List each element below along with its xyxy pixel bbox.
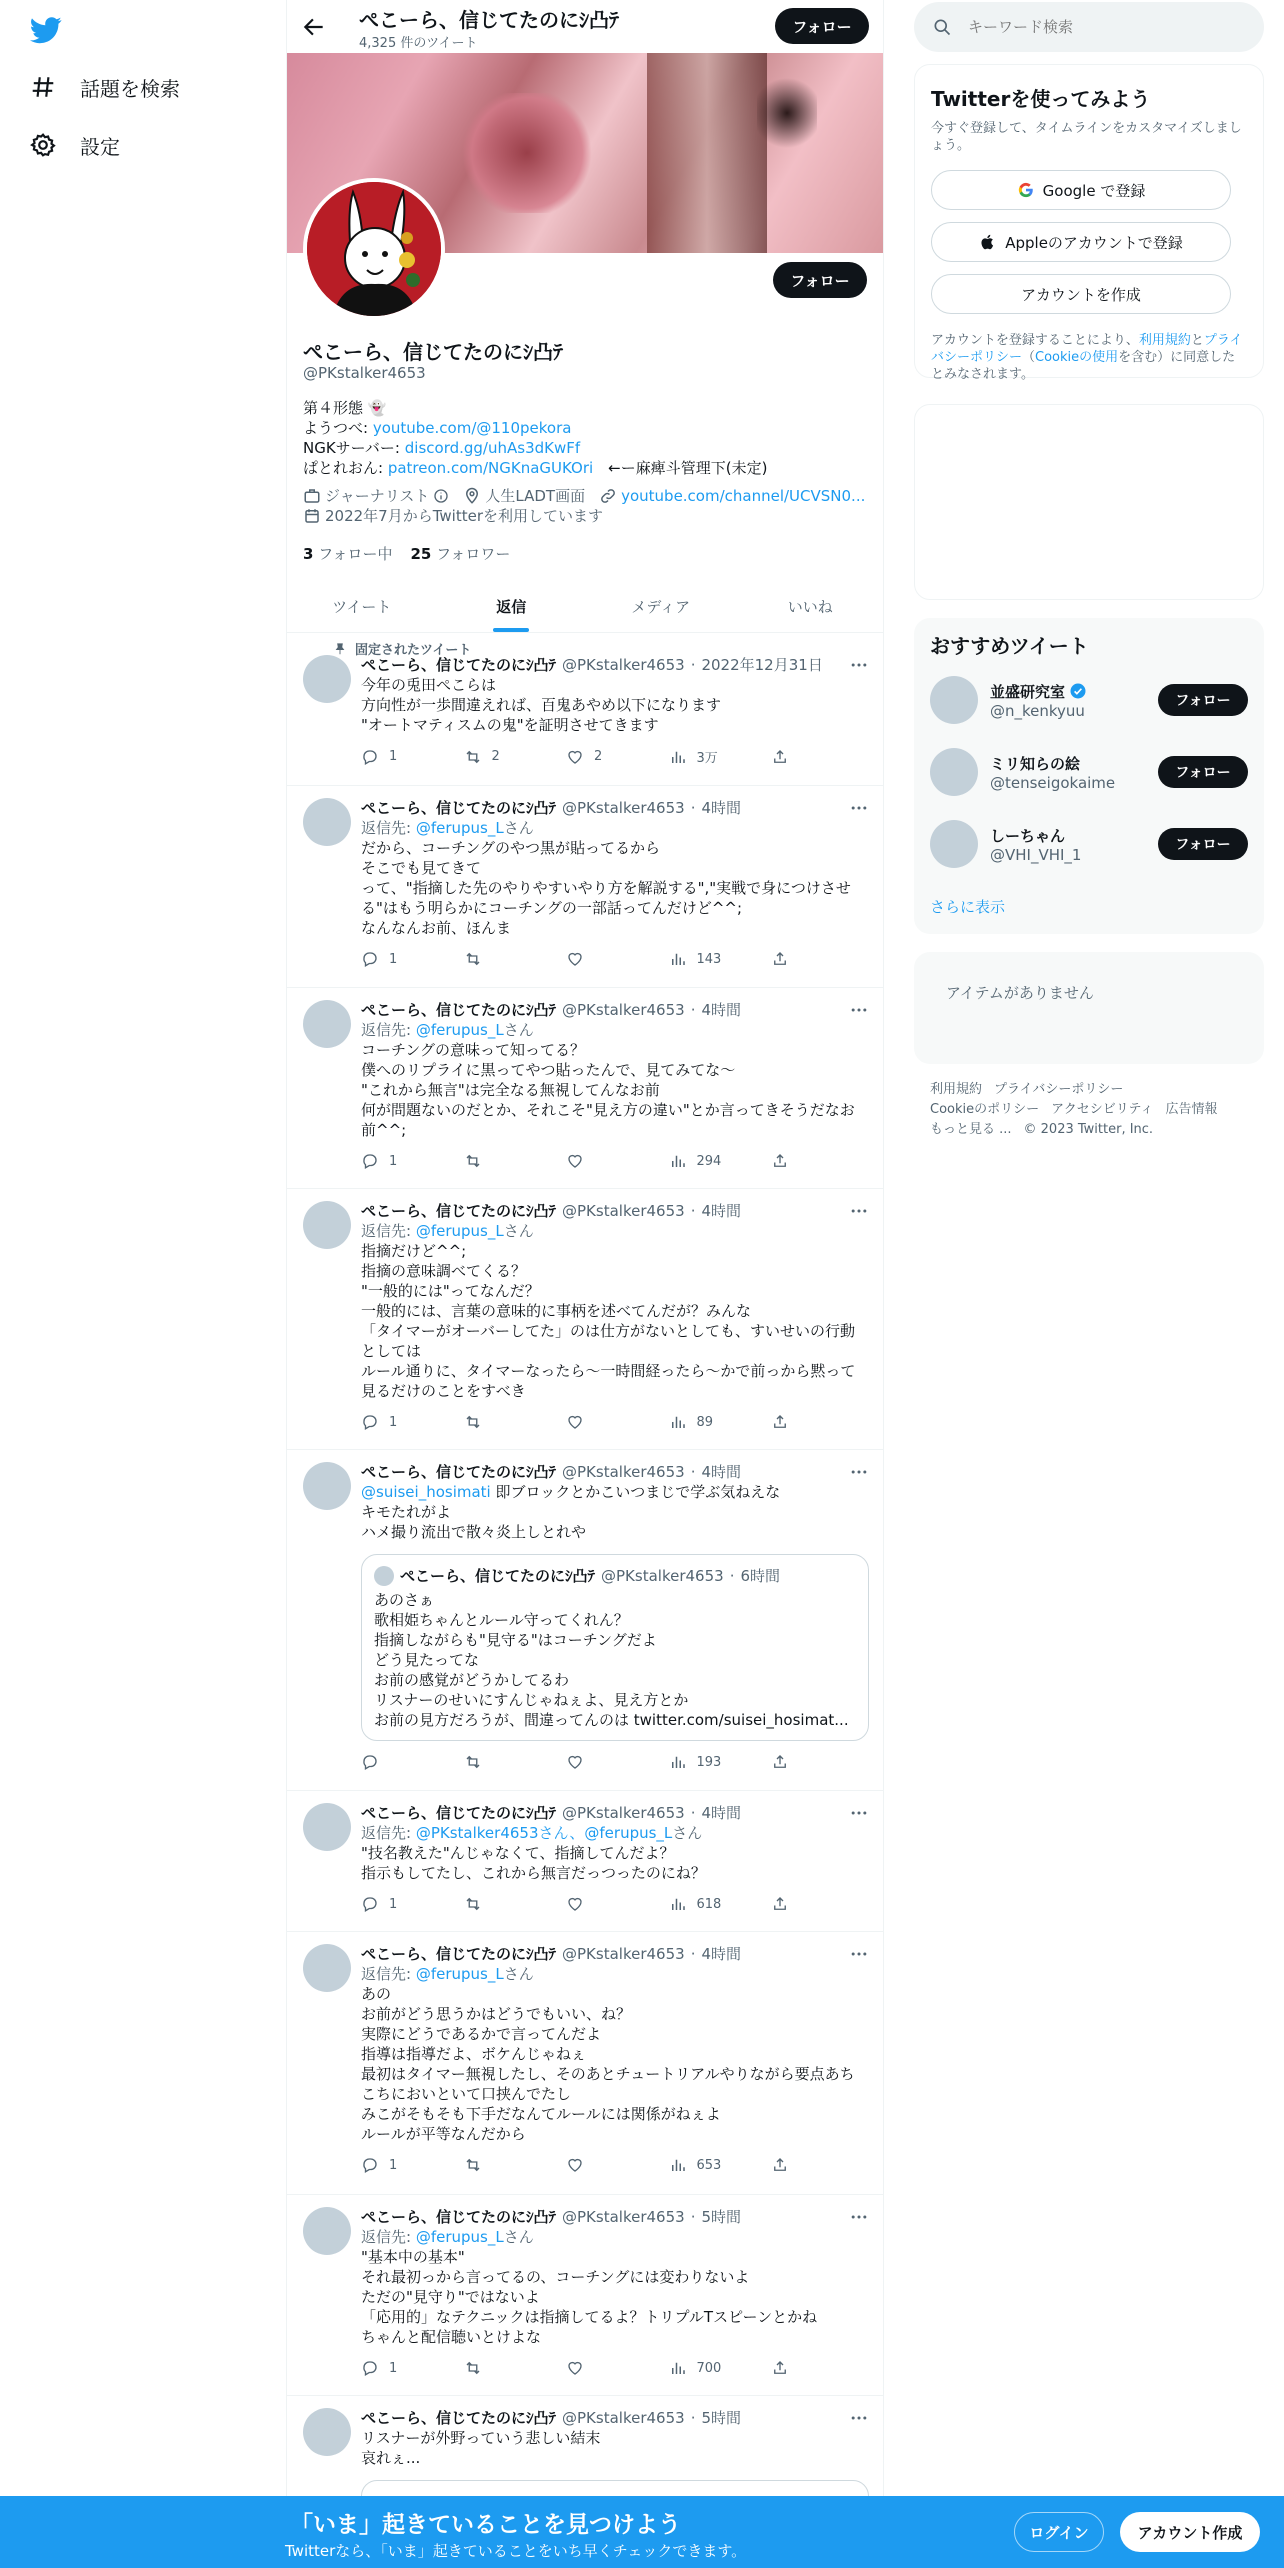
tweet-time[interactable]: 4時間 — [701, 1463, 742, 1481]
tweet-actions — [361, 1413, 791, 1431]
search-icon — [932, 17, 952, 37]
share-button[interactable] — [771, 1152, 791, 1170]
avatar[interactable] — [930, 748, 978, 796]
reply-icon — [361, 1753, 379, 1771]
recommended-user-name: しーちゃん — [990, 826, 1066, 845]
twitter-bird-icon[interactable] — [30, 14, 62, 46]
tweet[interactable] — [287, 988, 884, 1189]
retweet-icon — [464, 2359, 482, 2377]
tweet-actions — [361, 1753, 791, 1771]
search-input[interactable] — [968, 18, 1228, 36]
tweet-author-name[interactable]: ぺこーら、信じてたのにｼ凸ﾃ — [361, 2409, 557, 2427]
heart-icon — [566, 748, 584, 766]
recommended-user-handle: @VHI_VHI_1 — [990, 845, 1082, 864]
profile-header-bar — [287, 0, 884, 53]
tweet-header: ぺこーら、信じてたのにｼ凸ﾃ @PKstalker4653 · 4時間 — [361, 1001, 742, 1019]
trends-placeholder — [914, 404, 1264, 600]
tweet-time[interactable]: 4時間 — [701, 1804, 742, 1822]
tweet-author-handle[interactable]: @PKstalker4653 — [562, 2409, 685, 2427]
pinned-label: 固定されたツイート — [333, 639, 471, 658]
profile-name: ぺこーら、信じてたのにｼ凸ﾃ — [303, 340, 563, 364]
nav-explore[interactable] — [30, 67, 180, 107]
bio-line-4: ぱとれおん: patreon.com/NGKnaGUKOri ←ー麻痺斗管理下(未定) — [303, 459, 768, 477]
retweet-icon — [464, 950, 482, 968]
reply-icon — [361, 1413, 379, 1431]
tweet-header: ぺこーら、信じてたのにｼ凸ﾃ @PKstalker4653 · 2022年12月31日 — [361, 656, 823, 674]
retweet-button[interactable] — [464, 2359, 524, 2377]
avatar[interactable] — [303, 798, 351, 846]
tweet-actions — [361, 2359, 791, 2377]
views-chart-icon — [669, 950, 687, 968]
like-button[interactable] — [566, 950, 626, 968]
tweet-text: "基本中の基本" それ最初っから言ってるの、コーチングには変わりないよ ただの"見守り"ではないよ 「応用的」なテクニックは指摘してるよ？トリプルTスピーンとかね ちゃんと配信聴いとけよな — [361, 2248, 818, 2346]
calendar-icon — [303, 507, 321, 525]
quote-text: あのさぁ 歌相姫ちゃんとルール守ってくれん？ 指摘しながらも"見守る"はコーチングだよ どう見たってな お前の感覚がどうかしてるわ リスナーのせいにすんじゃねぇよ、見え方とか お前の見方だろうが、間違ってんのは twitter.com/suisei_hosimat... — [374, 1591, 849, 1729]
recommended-user-name: 並盛研究室 — [990, 682, 1066, 701]
heart-icon — [566, 1753, 584, 1771]
reply-to-link[interactable]: @ferupus_L — [415, 819, 504, 837]
bio-patreon-link[interactable]: patreon.com/NGKnaGUKOri — [387, 459, 594, 477]
views-button[interactable]: 294 — [669, 1152, 729, 1170]
tweet-header: ぺこーら、信じてたのにｼ凸ﾃ @PKstalker4653 · 4時間 — [361, 1945, 742, 1963]
hashtag-icon — [30, 74, 56, 100]
header-tweet-count: 4,325 件のツイート — [359, 36, 478, 51]
tweet-time[interactable]: 4時間 — [701, 1945, 742, 1963]
create-account-button[interactable]: アカウントを作成 — [931, 274, 1231, 314]
tweet-time[interactable]: 4時間 — [701, 1001, 742, 1019]
views-button[interactable]: 193 — [669, 1753, 729, 1771]
share-button[interactable] — [771, 1413, 791, 1431]
retweet-icon — [464, 1152, 482, 1170]
signup-card — [914, 64, 1264, 382]
retweet-icon — [464, 1413, 482, 1431]
back-arrow-icon[interactable] — [301, 14, 327, 40]
info-icon[interactable] — [433, 488, 449, 504]
recommended-user-handle: @n_kenkyuu — [990, 701, 1085, 720]
profile-url[interactable]: youtube.com/channel/UCVSN0... — [599, 486, 865, 506]
tweet-text: だから、コーチングのやつ黒が貼ってるから そこでも見てきて って、"指摘した先のやりやすいやり方を解説する","実戦で身につけさせる"はもう明らかにコーチングの一部話ってんだけど^^; なんなんお前、ほんま — [361, 839, 851, 937]
tweet-header: ぺこーら、信じてたのにｼ凸ﾃ @PKstalker4653 · 5時間 — [361, 2409, 742, 2427]
share-icon — [771, 1152, 789, 1170]
following-link[interactable]: 3 フォロー中 — [303, 545, 393, 563]
tweet-author-name[interactable]: ぺこーら、信じてたのにｼ凸ﾃ — [361, 1945, 557, 1963]
profile-meta — [303, 486, 873, 526]
tweet-actions — [361, 1895, 791, 1913]
bottom-signup-bar — [0, 2496, 1284, 2568]
profile-follow-button[interactable]: フォロー — [773, 262, 867, 298]
recommended-user-name: ミリ知らの絵 — [990, 754, 1081, 773]
heart-icon — [566, 2359, 584, 2377]
reply-icon — [361, 1152, 379, 1170]
tweet[interactable] — [287, 633, 884, 786]
tweet-author-handle[interactable]: @PKstalker4653 — [562, 2208, 685, 2226]
reply-icon — [361, 950, 379, 968]
tweet-author-name[interactable]: ぺこーら、信じてたのにｼ凸ﾃ — [361, 799, 557, 817]
heart-icon — [566, 1895, 584, 1913]
reply-icon — [361, 748, 379, 766]
tweet-author-name[interactable]: ぺこーら、信じてたのにｼ凸ﾃ — [361, 656, 557, 674]
views-chart-icon — [669, 1753, 687, 1771]
share-button[interactable] — [771, 1895, 791, 1913]
footer-copyright: © 2023 Twitter, Inc. — [1023, 1122, 1154, 1137]
retweet-icon — [464, 748, 482, 766]
recommended-user[interactable] — [930, 814, 1248, 874]
tweet-actions — [361, 1152, 791, 1170]
tweet-author-handle[interactable]: @PKstalker4653 — [562, 656, 685, 674]
reply-to-link[interactable]: @ferupus_L — [415, 1222, 504, 1240]
profile-avatar[interactable] — [303, 178, 445, 320]
views-button[interactable]: 653 — [669, 2156, 729, 2174]
reply-button[interactable]: 1 — [361, 2156, 421, 2174]
pin-icon — [333, 642, 347, 656]
tweet[interactable] — [287, 786, 884, 988]
tweet-text: @suisei_hosimati 即ブロックとかこいつまじで学ぶ気ねえな キモたれがよ ハメ撮り流出で散々炎上しとれや — [361, 1483, 781, 1541]
tweet[interactable] — [287, 1791, 884, 1932]
recommended-title: おすすめツイート — [930, 634, 1089, 658]
tweet[interactable] — [287, 1450, 884, 1791]
google-signup-button[interactable]: Google で登録 — [931, 170, 1231, 210]
share-icon — [771, 2359, 789, 2377]
tab-replies[interactable]: 返信 — [437, 580, 587, 632]
tweet-text: "技名教えた"んじゃなくて、指摘してんだよ？ 指示もしてたし、これから無言だっつったのにね？ — [361, 1844, 706, 1882]
reply-button[interactable]: 1 — [361, 747, 421, 766]
share-button[interactable] — [771, 2156, 791, 2174]
views-button[interactable]: 143 — [669, 950, 729, 968]
bio-line-2: ようつべ: youtube.com/@110pekora — [303, 419, 572, 437]
retweet-icon — [464, 2156, 482, 2174]
reply-to: 返信先: @ferupus_Lさん — [361, 1965, 534, 1983]
avatar[interactable] — [303, 1803, 351, 1851]
views-button[interactable]: 3万 — [669, 747, 729, 766]
mention-link[interactable]: @suisei_hosimati — [361, 1483, 491, 1501]
avatar[interactable] — [303, 2207, 351, 2255]
tweet-actions — [361, 950, 791, 968]
bio-discord-link[interactable]: discord.gg/uhAs3dKwFf — [404, 439, 581, 457]
tweet-header: ぺこーら、信じてたのにｼ凸ﾃ @PKstalker4653 · 4時間 — [361, 1202, 742, 1220]
google-icon — [1017, 181, 1035, 199]
signup-subtitle: 今すぐ登録して、タイムラインをカスタマイズしましょう。 — [931, 121, 1242, 153]
reply-icon — [361, 2156, 379, 2174]
profile-location: 人生LADT画面 — [463, 486, 585, 506]
footer-ads[interactable]: 広告情報 — [1165, 1102, 1218, 1117]
reply-to-link[interactable]: @ferupus_L — [415, 1021, 504, 1039]
recommended-user[interactable] — [930, 742, 1248, 802]
follow-stats — [303, 543, 510, 564]
followers-link[interactable]: 25 フォロワー — [410, 545, 511, 563]
share-icon — [771, 2156, 789, 2174]
reply-to-link[interactable]: @ferupus_L — [415, 1965, 504, 1983]
apple-signup-button[interactable]: Appleのアカウントで登録 — [931, 222, 1231, 262]
footer-accessibility[interactable]: アクセシビリティ — [1051, 1102, 1154, 1117]
bio-line-1: 第４形態 👻 — [303, 399, 387, 417]
tweet-time[interactable]: 2022年12月31日 — [701, 656, 823, 674]
avatar[interactable] — [303, 655, 351, 703]
nav-explore-label: 話題を検索 — [80, 76, 180, 101]
briefcase-icon — [303, 487, 321, 505]
recommended-follow-button[interactable]: フォロー — [1158, 828, 1248, 860]
like-button[interactable] — [566, 2156, 626, 2174]
profile-joined: 2022年7月からTwitterを利用しています — [303, 506, 603, 526]
tab-tweets[interactable]: ツイート — [332, 597, 392, 616]
tweet-author-handle[interactable]: @PKstalker4653 — [562, 1001, 685, 1019]
tweet-text: あの お前がどう思うかはどうでもいい、ね？ 実際にどうであるかで言ってんだよ 指導は指導だよ、ボケんじゃねぇ 最初はタイマー無視したし、そのあとチュートリアルやりながら要点あちこちにおいといて口挟んでたし みこがそもそも下手だなんてルールには関係がねぇよ ルールが平等なんだから — [361, 1985, 855, 2143]
verified-badge-icon — [1069, 682, 1087, 700]
tab-media[interactable]: メディア — [631, 597, 691, 616]
footer-more[interactable]: もっと見る ... — [930, 1122, 1012, 1137]
retweet-icon — [464, 1753, 482, 1771]
tweet-header: ぺこーら、信じてたのにｼ凸ﾃ @PKstalker4653 · 4時間 — [361, 1804, 742, 1822]
header-name: ぺこーら、信じてたのにｼ凸ﾃ — [359, 8, 619, 32]
nav-settings[interactable] — [30, 125, 120, 165]
avatar[interactable] — [303, 1201, 351, 1249]
bio-line-3: NGKサーバー: discord.gg/uhAs3dKwFf — [303, 439, 581, 457]
views-button[interactable]: 89 — [669, 1413, 729, 1431]
search-box[interactable] — [914, 2, 1264, 52]
reply-to: 返信先: @ferupus_Lさん — [361, 2228, 534, 2246]
retweet-button[interactable] — [464, 1753, 524, 1771]
views-chart-icon — [669, 1413, 687, 1431]
reply-to: 返信先: @ferupus_Lさん — [361, 819, 534, 837]
recommended-user[interactable] — [930, 670, 1248, 730]
views-chart-icon — [669, 748, 687, 766]
tweet-header: ぺこーら、信じてたのにｼ凸ﾃ @PKstalker4653 · 5時間 — [361, 2208, 742, 2226]
reply-to: 返信先: @ferupus_Lさん — [361, 1222, 534, 1240]
reply-button[interactable]: 1 — [361, 2359, 421, 2377]
tweet-author-handle[interactable]: @PKstalker4653 — [562, 799, 685, 817]
avatar[interactable] — [930, 676, 978, 724]
tweet-text: リスナーが外野っていう悲しい結末 哀れぇ... — [361, 2429, 601, 2467]
tweet-header: ぺこーら、信じてたのにｼ凸ﾃ @PKstalker4653 · 4時間 — [361, 1463, 742, 1481]
terms-link[interactable]: 利用規約 — [1138, 333, 1191, 348]
bio-youtube-link[interactable]: youtube.com/@110pekora — [372, 419, 572, 437]
heart-icon — [566, 1152, 584, 1170]
views-chart-icon — [669, 2359, 687, 2377]
profile-tabs — [287, 580, 884, 633]
signup-button[interactable]: アカウント作成 — [1120, 2512, 1260, 2552]
avatar[interactable] — [930, 820, 978, 868]
avatar[interactable] — [303, 1944, 351, 1992]
tweet[interactable] — [287, 2195, 884, 2396]
avatar[interactable] — [303, 1000, 351, 1048]
retweet-button[interactable]: 2 — [464, 747, 524, 766]
footer-privacy[interactable]: プライバシーポリシー — [994, 1082, 1124, 1097]
retweet-button[interactable] — [464, 1152, 524, 1170]
reply-icon — [361, 1895, 379, 1913]
tweet-actions — [361, 747, 791, 766]
show-more-link[interactable]: さらに表示 — [930, 898, 1006, 916]
reply-to: 返信先: @PKstalker4653さん、@ferupus_Lさん — [361, 1824, 703, 1842]
bottom-title: 「いま」起きていることを見つけよう — [290, 2512, 681, 2538]
gear-icon — [30, 132, 56, 158]
avatar[interactable] — [303, 2408, 351, 2456]
reply-to: 返信先: @ferupus_Lさん — [361, 1021, 534, 1039]
privacy-link[interactable]: プライバシーポリシー — [931, 333, 1243, 365]
location-pin-icon — [463, 487, 481, 505]
login-button[interactable]: ログイン — [1014, 2512, 1104, 2552]
tweet-actions — [361, 2156, 791, 2174]
tweet-author-handle[interactable]: @PKstalker4653 — [562, 1463, 685, 1481]
bottom-subtitle: Twitterなら、「いま」起きていることをいち早くチェックできます。 — [285, 2542, 747, 2560]
nav-settings-label: 設定 — [80, 134, 120, 159]
share-icon — [771, 1895, 789, 1913]
like-button[interactable] — [566, 2359, 626, 2377]
views-button[interactable]: 618 — [669, 1895, 729, 1913]
share-button[interactable] — [771, 2359, 791, 2377]
heart-icon — [566, 1413, 584, 1431]
retweet-icon — [464, 1895, 482, 1913]
heart-icon — [566, 2156, 584, 2174]
share-icon — [771, 950, 789, 968]
tweet-author-name[interactable]: ぺこーら、信じてたのにｼ凸ﾃ — [361, 1463, 557, 1481]
footer-cookie[interactable]: Cookieのポリシー — [930, 1102, 1040, 1117]
quoted-tweet[interactable]: ぺこーら、信じてたのにｼ凸ﾃ @PKstalker4653 · 6時間 あのさぁ 歌相姫ちゃんとルール守ってくれん？ 指摘しながらも"見守る"はコーチングだよ どう見たってな お前の感覚がどうかしてるわ リスナーのせいにすんじゃねぇよ、見え方とか お前の見方だろうが、間違ってんのは twitter.com/suisei_hosimat... — [361, 1554, 869, 1741]
signup-terms: アカウントを登録することにより、利用規約とプライバシーポリシー（Cookieの使用を含む）に同意したとみなされます。 — [931, 333, 1243, 382]
tweet[interactable] — [287, 1932, 884, 2195]
main-column — [286, 0, 884, 2568]
tweet-time[interactable]: 4時間 — [701, 799, 742, 817]
reply-button[interactable] — [361, 1753, 421, 1771]
tweet-time[interactable]: 5時間 — [701, 2409, 742, 2427]
retweet-button[interactable] — [464, 950, 524, 968]
reply-button[interactable]: 1 — [361, 1152, 421, 1170]
like-button[interactable] — [566, 1753, 626, 1771]
profile-bio — [303, 398, 863, 478]
tweet-author-handle[interactable]: @PKstalker4653 — [562, 1202, 685, 1220]
recommended-follow-button[interactable]: フォロー — [1158, 684, 1248, 716]
views-button[interactable]: 700 — [669, 2359, 729, 2377]
tweet[interactable] — [287, 2396, 884, 2506]
recommended-follow-button[interactable]: フォロー — [1158, 756, 1248, 788]
tweet-author-name[interactable]: ぺこーら、信じてたのにｼ凸ﾃ — [361, 1804, 557, 1822]
quote-author-name: ぺこーら、信じてたのにｼ凸ﾃ — [400, 1567, 596, 1585]
reply-to-link[interactable]: @ferupus_L — [415, 2228, 504, 2246]
tweet-header: ぺこーら、信じてたのにｼ凸ﾃ @PKstalker4653 · 4時間 — [361, 799, 742, 817]
share-button[interactable] — [771, 950, 791, 968]
heart-icon — [566, 950, 584, 968]
share-button[interactable] — [771, 1753, 791, 1771]
tweet-author-handle[interactable]: @PKstalker4653 — [562, 1804, 685, 1822]
share-icon — [771, 748, 789, 766]
tweet-author-name[interactable]: ぺこーら、信じてたのにｼ凸ﾃ — [361, 1202, 557, 1220]
views-chart-icon — [669, 1152, 687, 1170]
recommended-user-handle: @tenseigokaime — [990, 773, 1116, 792]
tweet-author-name[interactable]: ぺこーら、信じてたのにｼ凸ﾃ — [361, 2208, 557, 2226]
tweet-time[interactable]: 5時間 — [701, 2208, 742, 2226]
avatar — [374, 1566, 394, 1586]
tweet-text: コーチングの意味って知ってる？ 僕へのリプライに黒ってやつ貼ったんで、見てみてな〜 "これから無言"は完全なる無視してんなお前 何が問題ないのだとか、それこそ"見え方の違い"とか言ってきそうだなお前^^; — [361, 1041, 855, 1139]
profile-category: ジャーナリスト — [303, 486, 449, 506]
quote-time: 6時間 — [740, 1567, 781, 1585]
link-icon — [599, 487, 617, 505]
views-chart-icon — [669, 1895, 687, 1913]
tweet[interactable] — [287, 1189, 884, 1450]
tweet-time[interactable]: 4時間 — [701, 1202, 742, 1220]
profile-handle: @PKstalker4653 — [303, 364, 426, 382]
reply-button[interactable]: 1 — [361, 950, 421, 968]
share-icon — [771, 1413, 789, 1431]
like-button[interactable] — [566, 1413, 626, 1431]
apple-icon — [979, 233, 997, 251]
signup-title: Twitterを使ってみよう — [931, 87, 1151, 111]
retweet-button[interactable] — [464, 1413, 524, 1431]
tweet-text: 今年の兎田ぺこらは 方向性が一歩間違えれば、百鬼あやめ以下になります "オートマティスムの鬼"を証明させてきます — [361, 676, 722, 734]
footer-links — [930, 1080, 1260, 1140]
tab-likes[interactable]: いいね — [787, 597, 833, 616]
reply-to-link[interactable]: @PKstalker4653さん、@ferupus_L — [415, 1824, 673, 1842]
tweet-author-name[interactable]: ぺこーら、信じてたのにｼ凸ﾃ — [361, 1001, 557, 1019]
share-button[interactable] — [771, 747, 791, 766]
like-button[interactable] — [566, 1895, 626, 1913]
cookie-link[interactable]: Cookieの使用 — [1035, 350, 1119, 365]
reply-button[interactable]: 1 — [361, 1895, 421, 1913]
tweet-author-handle[interactable]: @PKstalker4653 — [562, 1945, 685, 1963]
share-icon — [771, 1753, 789, 1771]
reply-icon — [361, 2359, 379, 2377]
retweet-button[interactable] — [464, 1895, 524, 1913]
footer-terms[interactable]: 利用規約 — [930, 1082, 983, 1097]
header-follow-button[interactable]: フォロー — [775, 8, 869, 44]
empty-state: アイテムがありません — [914, 952, 1264, 1064]
like-button[interactable] — [566, 1152, 626, 1170]
recommended-tweets — [914, 618, 1264, 934]
reply-button[interactable]: 1 — [361, 1413, 421, 1431]
retweet-button[interactable] — [464, 2156, 524, 2174]
views-chart-icon — [669, 2156, 687, 2174]
tweet-text: 指摘だけど^^; 指摘の意味調べてくる？ "一般的には"ってなんだ？ 一般的には、言葉の意味的に事柄を述べてんだが？みんな 「タイマーがオーバーしてた」のは仕方がないとしても、すいせいの行動としては ルール通りに、タイマーなったら〜一時間経ったら〜かで前っから黙って見るだけのことをすべき — [361, 1242, 856, 1400]
quote-author-handle: @PKstalker4653 — [601, 1566, 724, 1585]
avatar[interactable] — [303, 1462, 351, 1510]
like-button[interactable]: 2 — [566, 747, 626, 766]
